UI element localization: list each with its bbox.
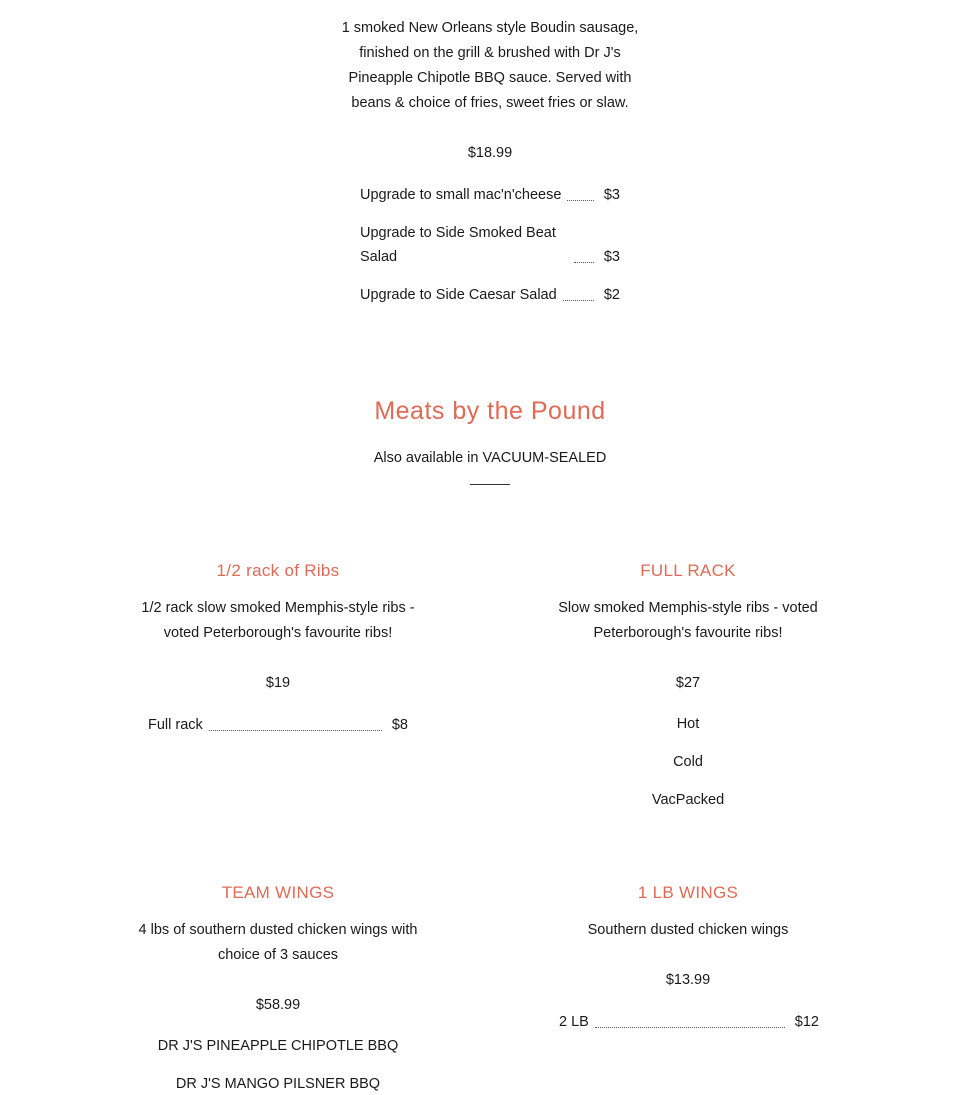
half-rack-option xyxy=(148,713,408,737)
team-wings-title: TEAM WINGS xyxy=(221,883,335,902)
team-wings-price: $58.99 xyxy=(255,997,301,1013)
dot-leader xyxy=(567,199,593,201)
lb-wings-title: 1 LB WINGS xyxy=(637,883,739,902)
lb-wings-option xyxy=(559,1010,819,1034)
upgrade-price: $3 xyxy=(603,187,620,203)
full-rack-price: $27 xyxy=(675,675,701,691)
half-rack-price: $19 xyxy=(265,675,291,691)
upgrade-label: Upgrade to Side Caesar Salad xyxy=(360,287,557,303)
option-price: $12 xyxy=(794,1014,819,1030)
half-rack-description: 1/2 rack slow smoked Memphis-style ribs - voted Peterborough's favourite ribs! xyxy=(141,600,415,641)
cropped-heading xyxy=(340,0,640,4)
upgrade-label: Upgrade to Side Smoked Beat Salad xyxy=(360,225,556,265)
dot-leader xyxy=(209,729,382,731)
boudin-price: $18.99 xyxy=(467,145,513,161)
team-wings-description: 4 lbs of southern dusted chicken wings with choice of 3 sauces xyxy=(138,922,418,963)
dot-leader xyxy=(595,1026,785,1028)
boudin-upgrade-caesar xyxy=(360,283,620,307)
option-price: $8 xyxy=(391,717,408,733)
team-wings-sauce: DR J'S PINEAPPLE CHIPOTLE BBQ xyxy=(157,1038,399,1054)
full-rack-description: Slow smoked Memphis-style ribs - voted Peterborough's favourite ribs! xyxy=(558,600,818,641)
section-subtitle: Also available in VACUUM-SEALED xyxy=(373,450,607,466)
option-label: 2 LB xyxy=(559,1014,589,1030)
lb-wings-price: $13.99 xyxy=(665,972,711,988)
upgrade-price: $2 xyxy=(603,287,620,303)
full-rack-variant: VacPacked xyxy=(651,792,725,808)
full-rack-variant: Hot xyxy=(676,716,700,732)
section-title: Meats by the Pound xyxy=(374,397,606,425)
upgrade-price: $3 xyxy=(603,249,620,265)
option-label: Full rack xyxy=(148,717,203,733)
half-rack-title: 1/2 rack of Ribs xyxy=(216,561,340,580)
full-rack-title: FULL RACK xyxy=(640,561,736,580)
team-wings-sauce: DR J'S MANGO PILSNER BBQ xyxy=(175,1076,381,1092)
dot-leader xyxy=(574,261,594,263)
boudin-upgrade-mac xyxy=(360,183,620,207)
upgrade-label: Upgrade to small mac'n'cheese xyxy=(360,187,562,203)
boudin-upgrade-beat-salad xyxy=(360,221,620,269)
boudin-description: 1 smoked New Orleans style Boudin sausage, finished on the grill & brushed with Dr J's Pineapple Chipotle BBQ sauce. Served with beans & choice of fries, sweet fries or slaw. xyxy=(341,20,639,111)
full-rack-variant: Cold xyxy=(673,754,703,770)
dot-leader xyxy=(563,299,594,301)
lb-wings-description: Southern dusted chicken wings xyxy=(587,922,789,938)
divider xyxy=(470,484,510,485)
